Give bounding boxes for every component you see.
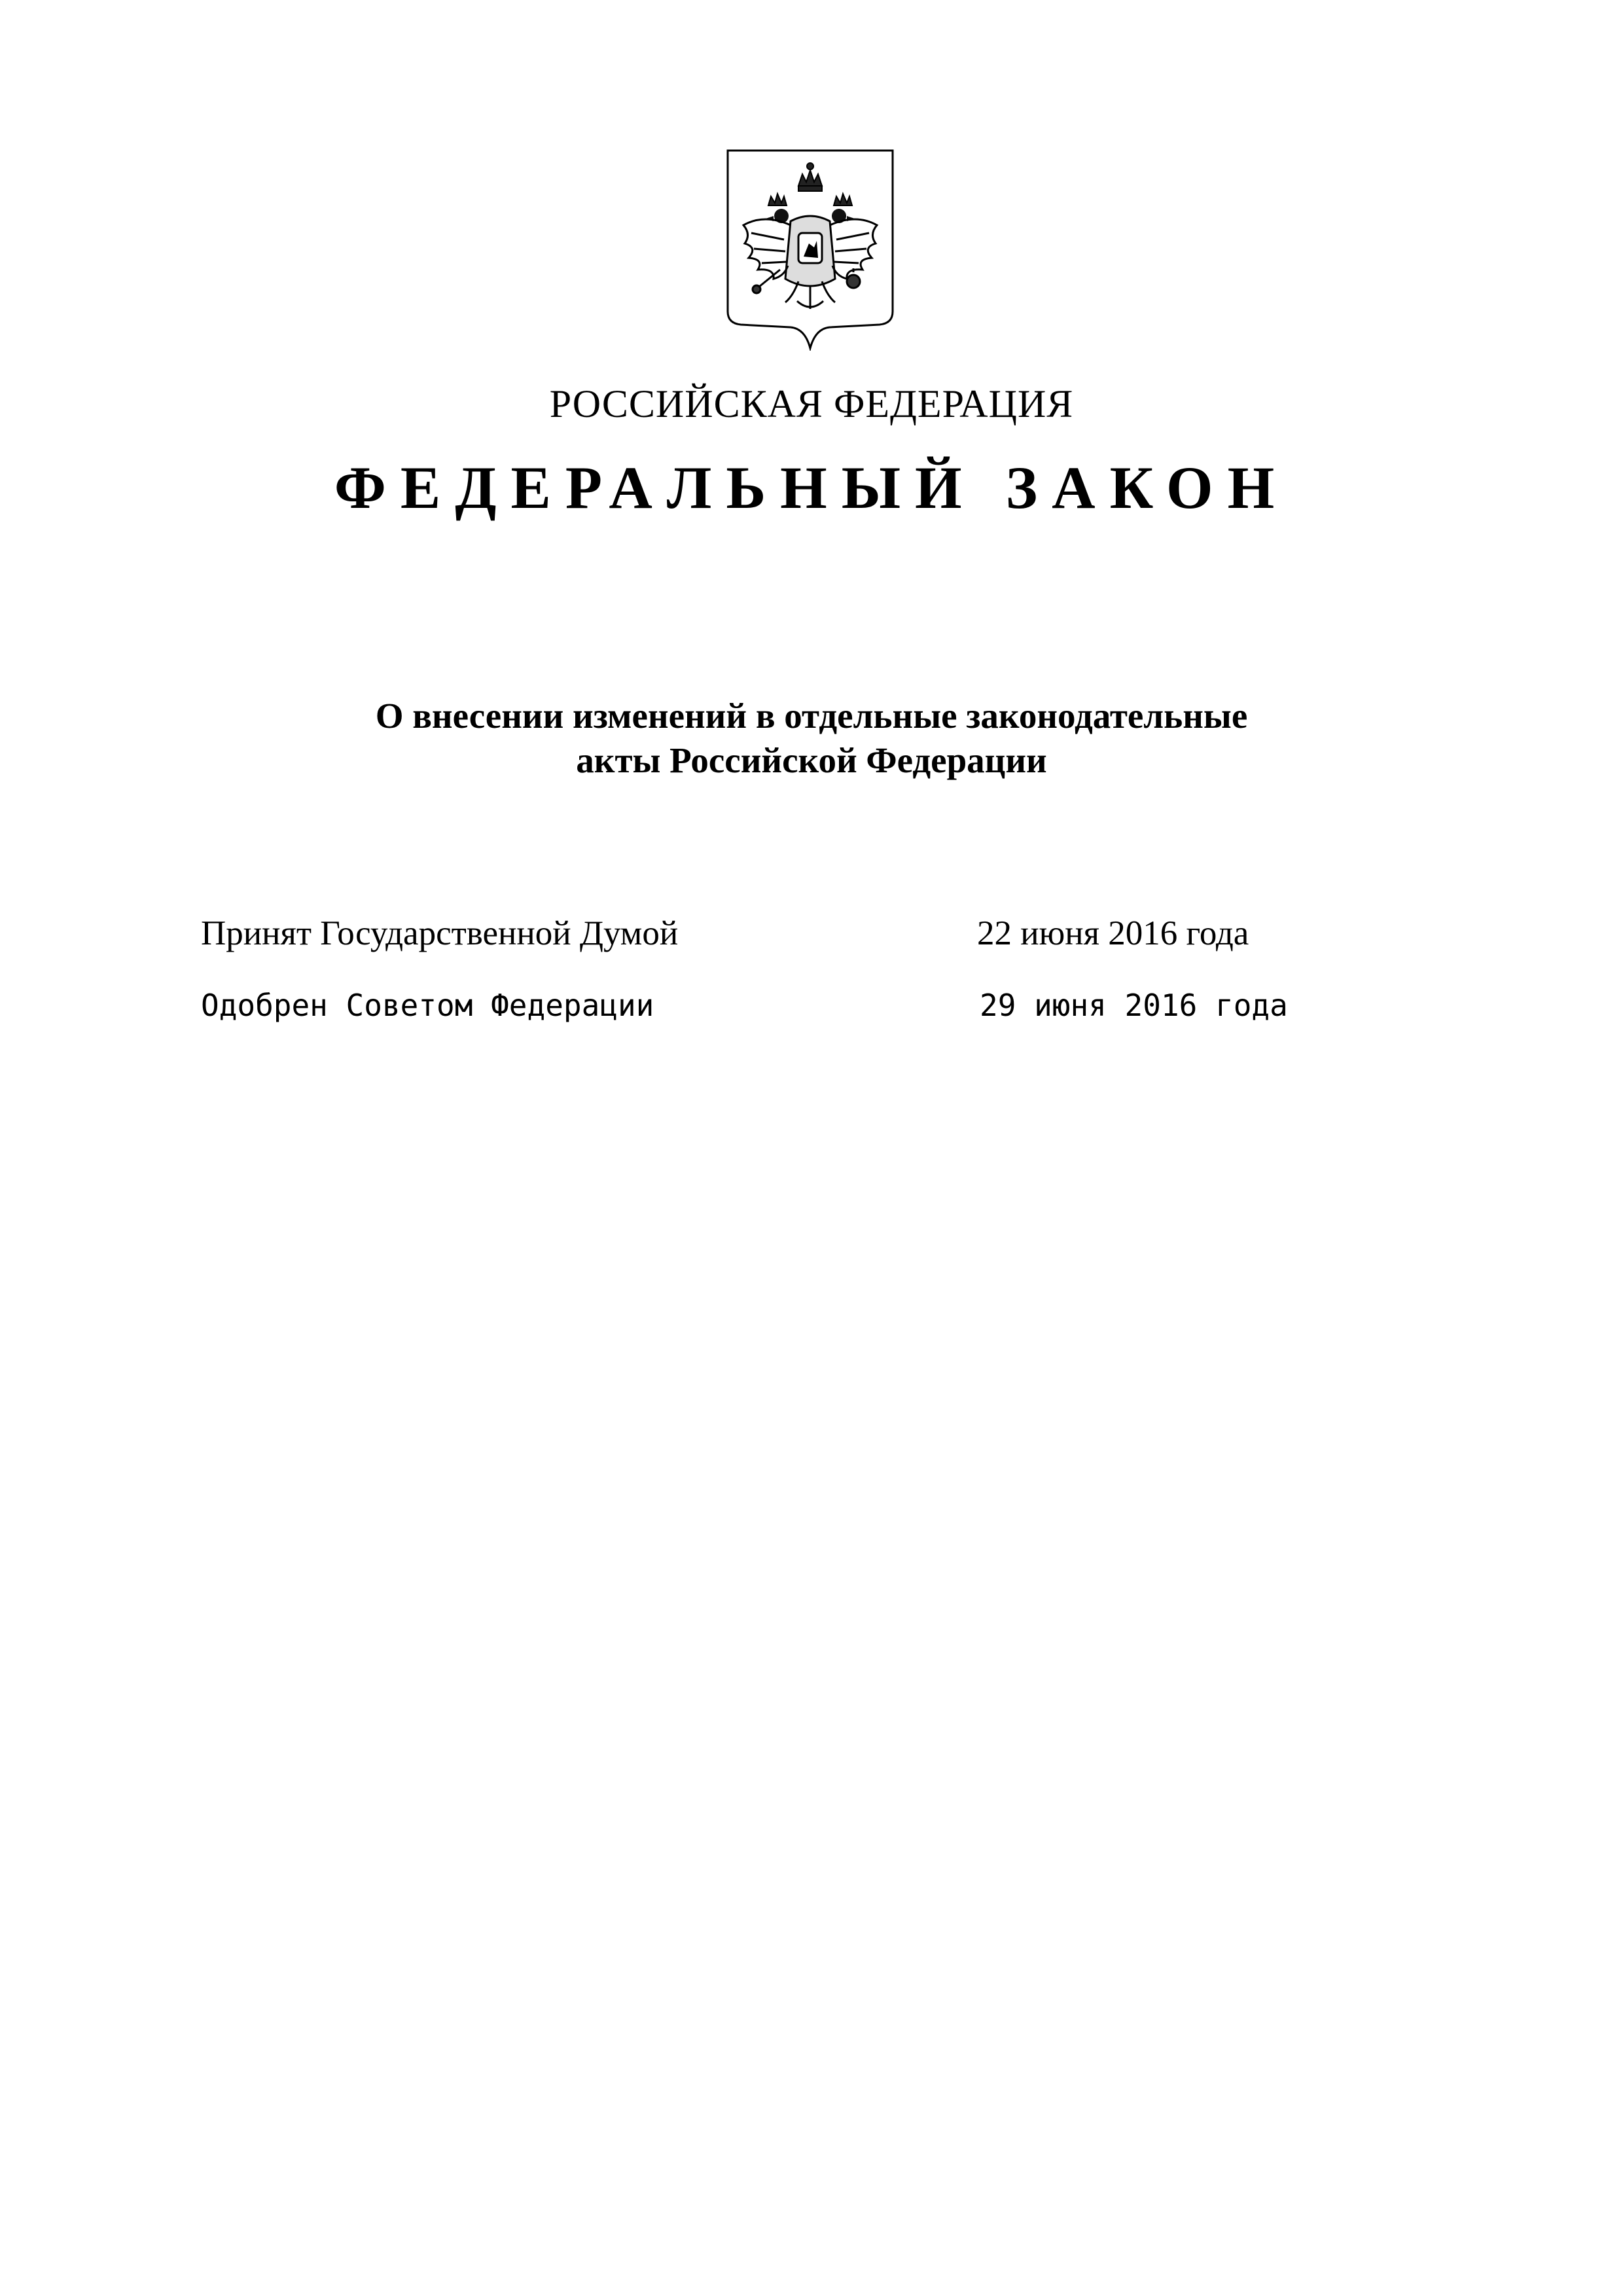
adoption-row-duma xyxy=(0,914,1623,966)
law-title-line: акты Российской Федерации xyxy=(576,740,1047,780)
document-type: ФЕДЕРАЛЬНЫЙ ЗАКОН xyxy=(334,454,1289,521)
law-title xyxy=(0,694,1623,783)
coat-of-arms-icon xyxy=(725,148,895,351)
adoption-label: Принят Государственной Думой xyxy=(201,914,679,952)
adoption-row-council xyxy=(0,988,1623,1040)
adoption-date: 29 июня 2016 года xyxy=(980,988,1288,1023)
adoption-label: Одобрен Советом Федерации xyxy=(201,988,654,1023)
law-title-line: О внесении изменений в отдельные законодательные xyxy=(375,696,1248,736)
country-name: РОССИЙСКАЯ ФЕДЕРАЦИЯ xyxy=(549,382,1074,425)
adoption-date: 22 июня 2016 года xyxy=(977,914,1249,952)
